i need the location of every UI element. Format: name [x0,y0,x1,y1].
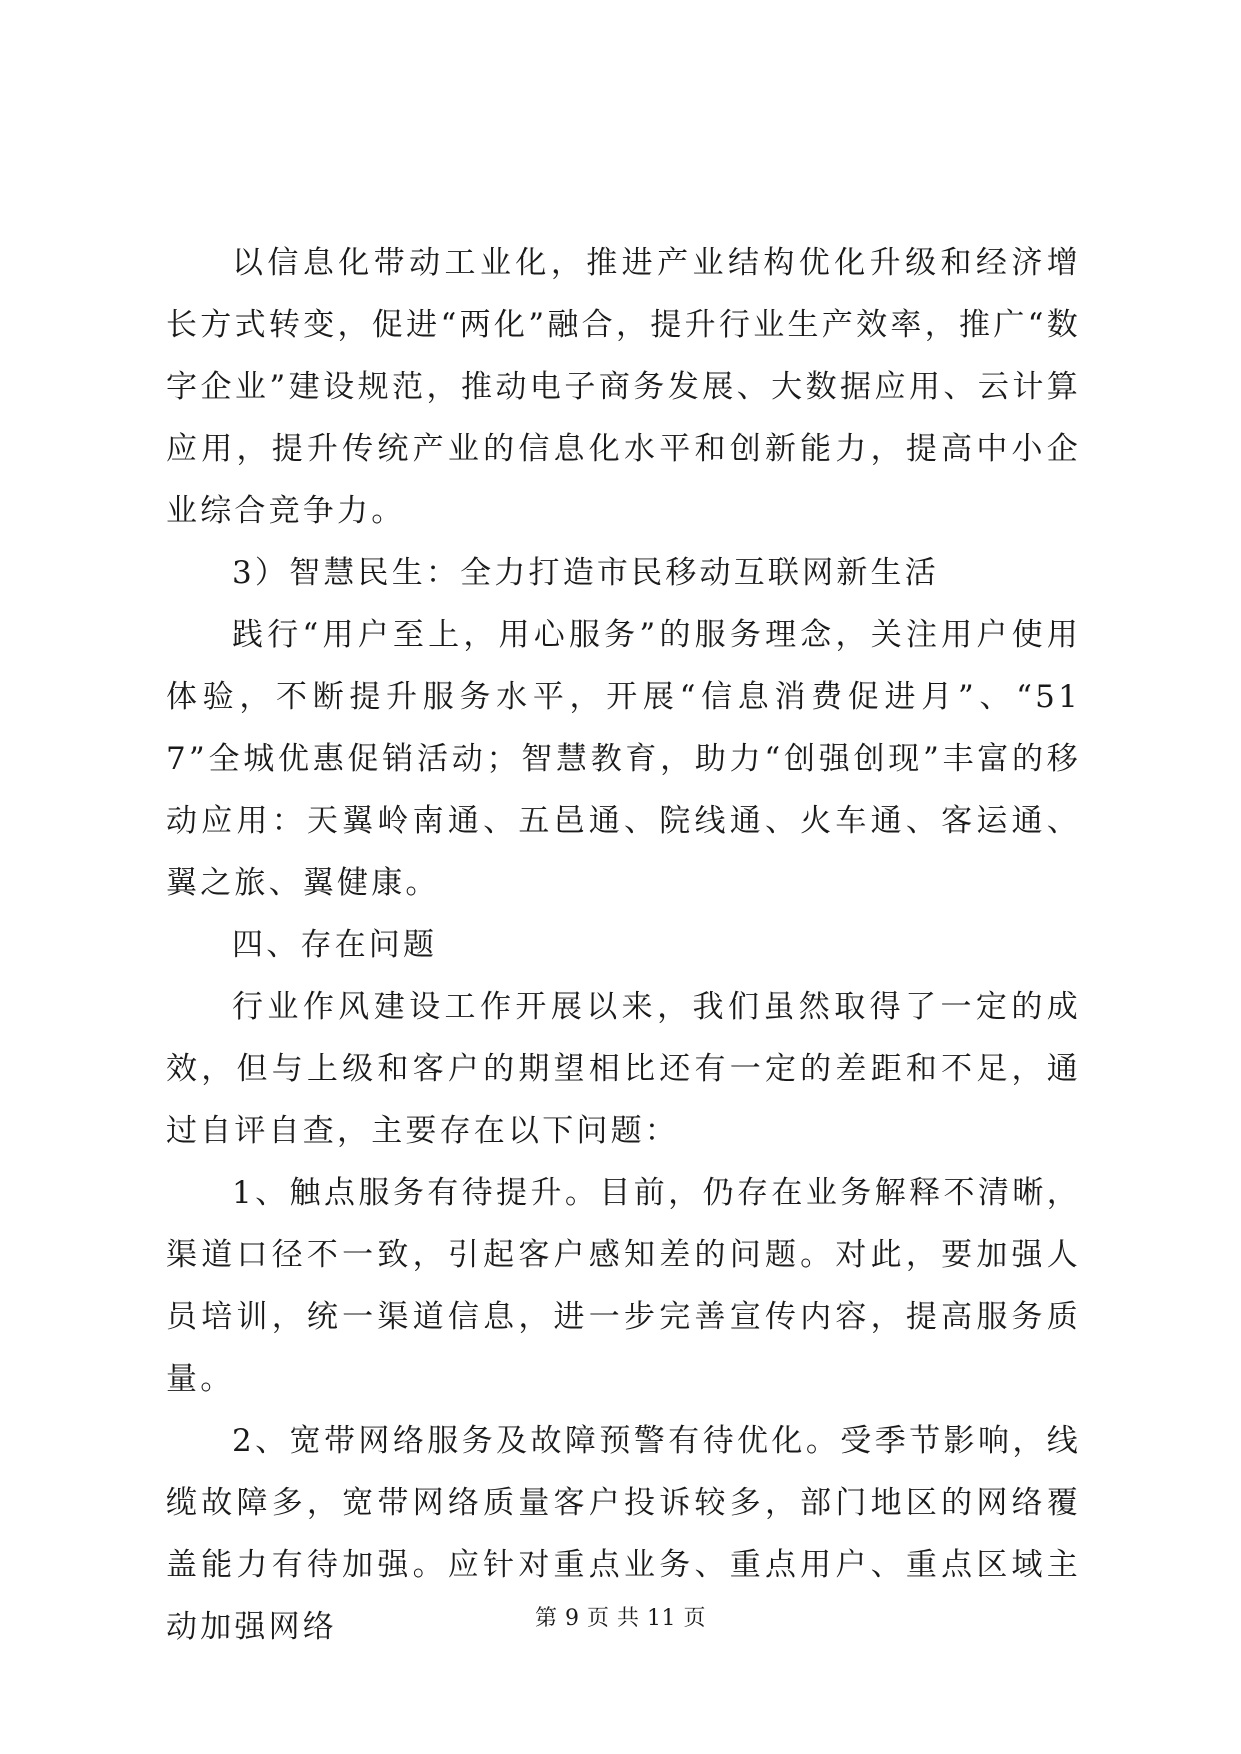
paragraph-user-service: 践行“用户至上，用心服务”的服务理念，关注用户使用体验，不断提升服务水平，开展“信息消费促进月”、“517”全城优惠促销活动；智慧教育，助力“创强创现”丰富的移动应用：天翼岭南通、五邑通、院线通、火车通、客运通、翼之旅、翼健康。 [166,617,1081,901]
page-number-footer: 第 9 页 共 11 页 [535,1606,706,1631]
paragraph-problem-1: 1、触点服务有待提升。目前，仍存在业务解释不清晰，渠道口径不一致，引起客户感知差的问题。对此，要加强人员培训，统一渠道信息，进一步完善宣传内容，提高服务质量。 [166,1175,1081,1397]
heading-existing-problems: 四、存在问题 [232,927,438,963]
paragraph-informatization: 以信息化带动工业化，推进产业结构优化升级和经济增长方式转变，促进“两化”融合，提升行业生产效率，推广“数字企业”建设规范，推动电子商务发展、大数据应用、云计算应用，提升传统产业的信息化水平和创新能力，提高中小企业综合竞争力。 [166,245,1081,529]
document-body [166,232,1081,1658]
paragraph-problem-2: 2、宽带网络服务及故障预警有待优化。受季节影响，线缆故障多，宽带网络质量客户投诉较多，部门地区的网络覆盖能力有待加强。应针对重点业务、重点用户、重点区域主动加强网络 [166,1423,1081,1645]
paragraph-problems-intro: 行业作风建设工作开展以来，我们虽然取得了一定的成效，但与上级和客户的期望相比还有一定的差距和不足，通过自评自查，主要存在以下问题： [166,989,1081,1149]
heading-smart-livelihood: 3）智慧民生：全力打造市民移动互联网新生活 [232,555,939,591]
